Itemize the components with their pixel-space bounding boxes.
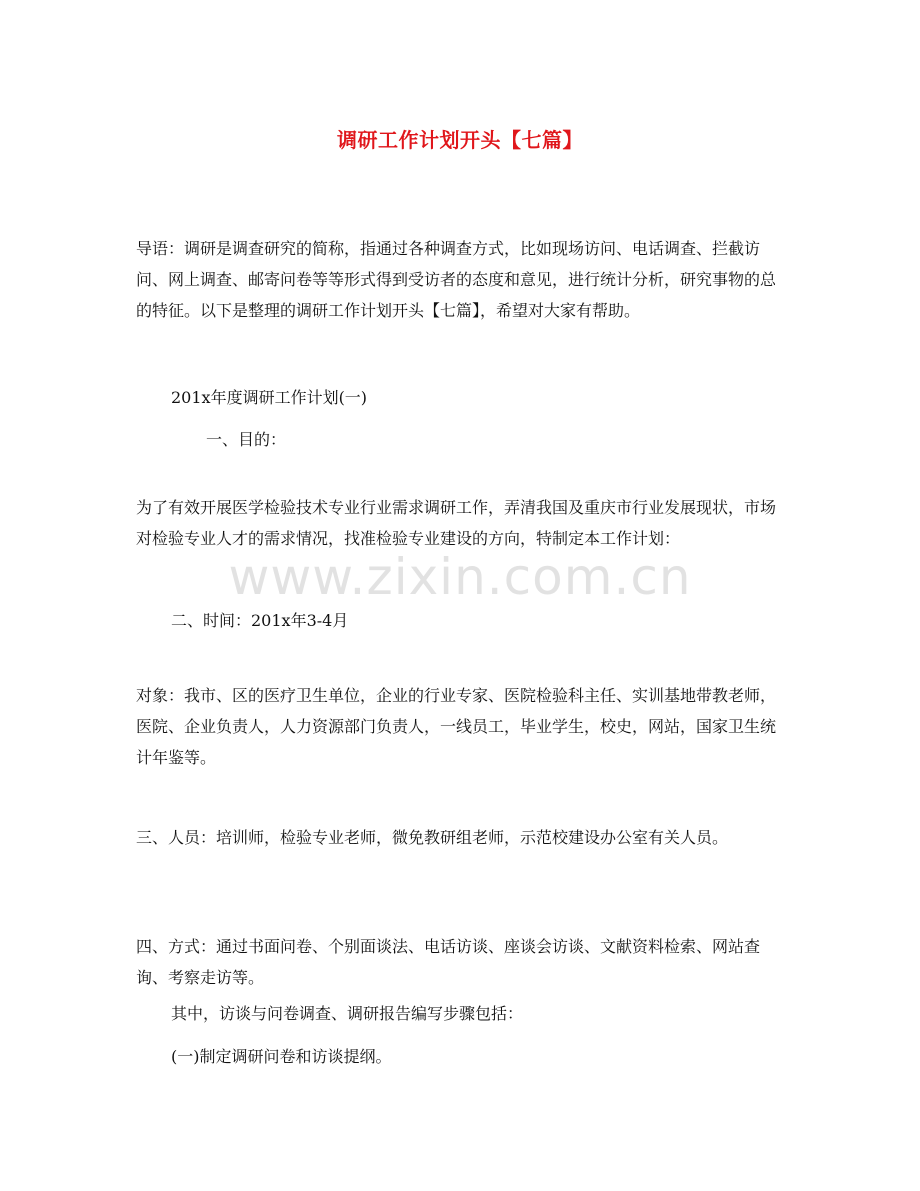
personnel-paragraph: 三、人员：培训师，检验专业老师，微免教研组老师，示范校建设办公室有关人员。: [136, 828, 729, 847]
purpose-paragraph: 为了有效开展医学检验技术专业行业需求调研工作，弄清我国及重庆市行业发展现状，市场对检验专业人才的需求情况，找准检验专业建设的方向，特制定本工作计划：: [136, 498, 777, 548]
section-purpose-heading: 一、目的：: [206, 430, 287, 449]
document-title: 调研工作计划开头【七篇】: [337, 128, 583, 152]
steps-intro: 其中，访谈与问卷调查、调研报告编写步骤包括：: [171, 1004, 524, 1023]
method-paragraph: 四、方式：通过书面问卷、个别面谈法、电话访谈、座谈会访谈、文献资料检索、网站查询、考察走访等。: [136, 937, 761, 987]
intro-paragraph: 导语：调研是调查研究的简称，指通过各种调查方式，比如现场访问、电话调查、拦截访问、网上调查、邮寄问卷等等形式得到受访者的态度和意见，进行统计分析，研究事物的总的特征。以下是整理的调研工作计划开头【七篇】，希望对大家有帮助。: [136, 239, 777, 320]
target-paragraph: 对象：我市、区的医疗卫生单位，企业的行业专家、医院检验科主任、实训基地带教老师，医院、企业负责人，人力资源部门负责人，一线员工，毕业学生，校史，网站，国家卫生统计年鉴等。: [136, 686, 777, 767]
section-time-heading: 二、时间：201x年3-4月: [171, 611, 349, 630]
watermark: www.zixin.com.cn: [228, 548, 692, 606]
step-one: (一)制定调研问卷和访谈提纲。: [171, 1047, 392, 1066]
plan-heading: 201x年度调研工作计划(一): [171, 388, 368, 407]
